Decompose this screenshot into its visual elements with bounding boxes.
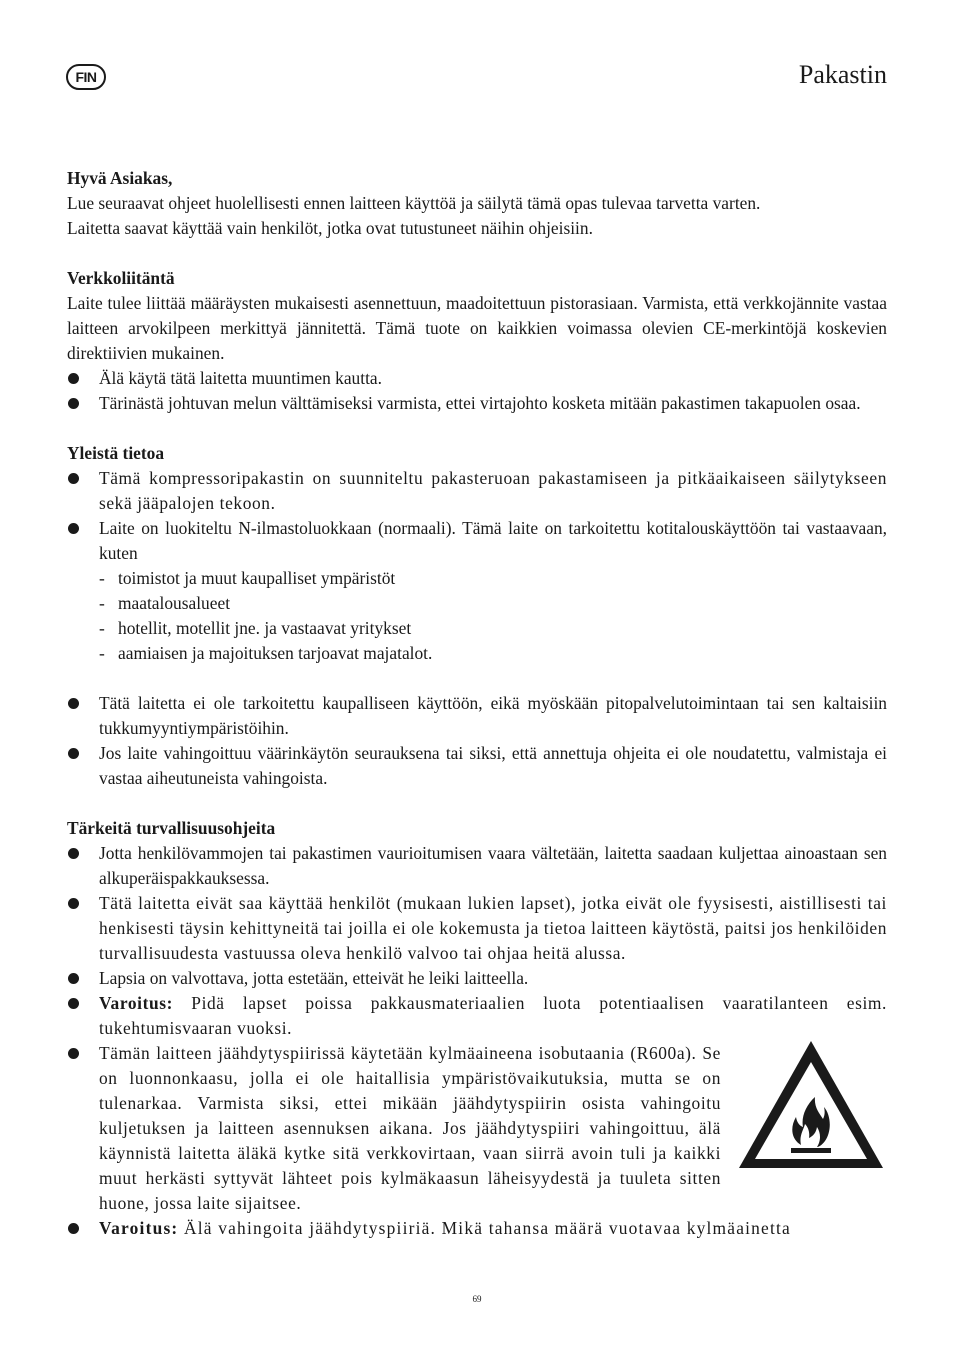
sub-list-item-text: toimistot ja muut kaupalliset ympäristöt <box>118 568 396 588</box>
greeting-heading: Hyvä Asiakas, <box>67 168 173 188</box>
bullet-icon <box>68 373 79 384</box>
sub-list-item <box>67 566 887 591</box>
list-item <box>67 366 887 391</box>
page-number: 69 <box>472 1294 482 1304</box>
list-item <box>67 516 887 566</box>
list-item <box>67 841 887 891</box>
dash-mark: - <box>99 593 105 613</box>
sub-list-item-text: aamiaisen ja majoituksen tarjoavat majatalot. <box>118 643 433 663</box>
network-intro: Laite tulee liittää määräysten mukaisesti asennettuun, maadoitettuun pistorasiaan. Varmista, että verkkojännite vastaa laitteen arvokilpeen merkittyä jännitettä. Tämä tuote on kaikkien voimassa olevien CE-merkintöjä koskevien direktiivien mukainen. <box>67 293 887 363</box>
list-item-text: Jos laite vahingoittuu väärinkäytön seurauksena tai siksi, että annettuja ohjeita ei ole noudatettu, valmistaja ei vastaa aiheutuneista vahingoista. <box>99 743 887 788</box>
list-item <box>67 891 887 966</box>
bullet-icon <box>68 748 79 759</box>
bullet-icon <box>68 523 79 534</box>
language-badge: FIN <box>66 64 106 90</box>
list-item-text: Tätä laitetta eivät saa käyttää henkilöt (mukaan lukien lapset), jotka eivät ole fyysisesti, aistillisesti tai henkisesti täysin kehittyneitä tai joilla ei ole kokemusta ja tietoa laitteen käytöstä, paitsi jos henkilöiden turvallisuudesta vastuussa oleva henkilö valvoo tai ohjaa heitä alussa. <box>99 893 887 963</box>
bullet-icon <box>68 473 79 484</box>
bullet-icon <box>68 1048 79 1059</box>
greeting-line: Laitetta saavat käyttää vain henkilöt, jotka ovat tutustuneet näihin ohjeisiin. <box>67 218 593 238</box>
general-heading: Yleistä tietoa <box>67 443 165 463</box>
list-item <box>67 466 887 516</box>
list-item-text: Tämän laitteen jäähdytyspiirissä käytetään kylmäaineena isobutaania (R600a). Se on luonnonkaasu, jolla ei ole haitallisia ympäristövaikutuksia, mutta se on tulenarkaa. Varmista siksi, ettei mikään jäähdytyspiirin osista vahingoitu kuljetuksen ja laitteen asennuksen aikana. Jos jäähdytyspiiri vahingoittuu, älä käynnistä laitetta äläkä kytke sitä verkkovirtaan, vaan siirrä avoin tuli ja kaikki muut herkästi syttyvät lähteet pois kylmäkaasun läheisyydestä ja tuuleta sitten huone, jossa laite sijaitsee. <box>99 1043 721 1213</box>
bullet-icon <box>68 973 79 984</box>
list-item-text: Pidä lapset poissa pakkausmateriaalien luota potentiaalisen vaaratilanteen esim. tukehtumisvaaran vuoksi. <box>99 993 887 1038</box>
sub-list-item <box>67 591 887 616</box>
sub-list-item <box>67 641 887 666</box>
dash-mark: - <box>99 643 105 663</box>
list-item <box>67 1216 887 1241</box>
bullet-icon <box>68 698 79 709</box>
bullet-icon <box>68 898 79 909</box>
list-item <box>67 1041 887 1216</box>
warning-label: Varoitus: <box>99 993 174 1013</box>
sub-list-item-text: maatalousalueet <box>118 593 231 613</box>
list-item <box>67 966 887 991</box>
list-item-text: Tärinästä johtuvan melun välttämiseksi varmista, ettei virtajohto kosketa mitään pakastimen takapuolen osaa. <box>99 393 861 413</box>
greeting-line: Lue seuraavat ohjeet huolellisesti ennen laitteen käyttöä ja säilytä tämä opas tulevaa tarvetta varten. <box>67 193 761 213</box>
list-item-text: Lapsia on valvottava, jotta estetään, etteivät he leiki laitteella. <box>99 968 529 988</box>
list-item <box>67 991 887 1041</box>
flammable-warning-icon <box>735 1037 887 1172</box>
sub-list-item <box>67 616 887 641</box>
page-title: Pakastin <box>798 60 887 89</box>
bullet-icon <box>68 848 79 859</box>
dash-mark: - <box>99 568 105 588</box>
list-item-text: Jotta henkilövammojen tai pakastimen vaurioitumisen vaara vältetään, laitetta saadaan kuljettaa ainoastaan sen alkuperäispakkauksessa. <box>99 843 887 888</box>
list-item-text: Älä käytä tätä laitetta muuntimen kautta. <box>99 368 382 388</box>
sub-list-item-text: hotellit, motellit jne. ja vastaavat yritykset <box>118 618 412 638</box>
network-heading: Verkkoliitäntä <box>67 268 175 288</box>
safety-heading: Tärkeitä turvallisuusohjeita <box>67 818 276 838</box>
list-item <box>67 741 887 791</box>
bullet-icon <box>68 398 79 409</box>
list-item-text: Tätä laitetta ei ole tarkoitettu kaupalliseen käyttöön, eikä myöskään pitopalvelutoimintaan tai sen kaltaisiin tukkumyyntiympäristöihin. <box>99 693 887 738</box>
bullet-icon <box>68 998 79 1009</box>
list-item-text: Laite on luokiteltu N-ilmastoluokkaan (normaali). Tämä laite on tarkoitettu kotitalouskäyttöön tai vastaavaan, kuten <box>99 518 887 563</box>
list-item <box>67 391 887 416</box>
list-item <box>67 691 887 741</box>
list-item-text: Älä vahingoita jäähdytyspiiriä. Mikä tahansa määrä vuotavaa kylmäainetta <box>183 1218 791 1238</box>
dash-mark: - <box>99 618 105 638</box>
warning-label: Varoitus: <box>99 1218 179 1238</box>
bullet-icon <box>68 1223 79 1234</box>
list-item-text: Tämä kompressoripakastin on suunniteltu pakasteruoan pakastamiseen ja pitkäaikaiseen säilytykseen sekä jääpalojen tekoon. <box>99 468 887 513</box>
document-body <box>67 166 887 1241</box>
